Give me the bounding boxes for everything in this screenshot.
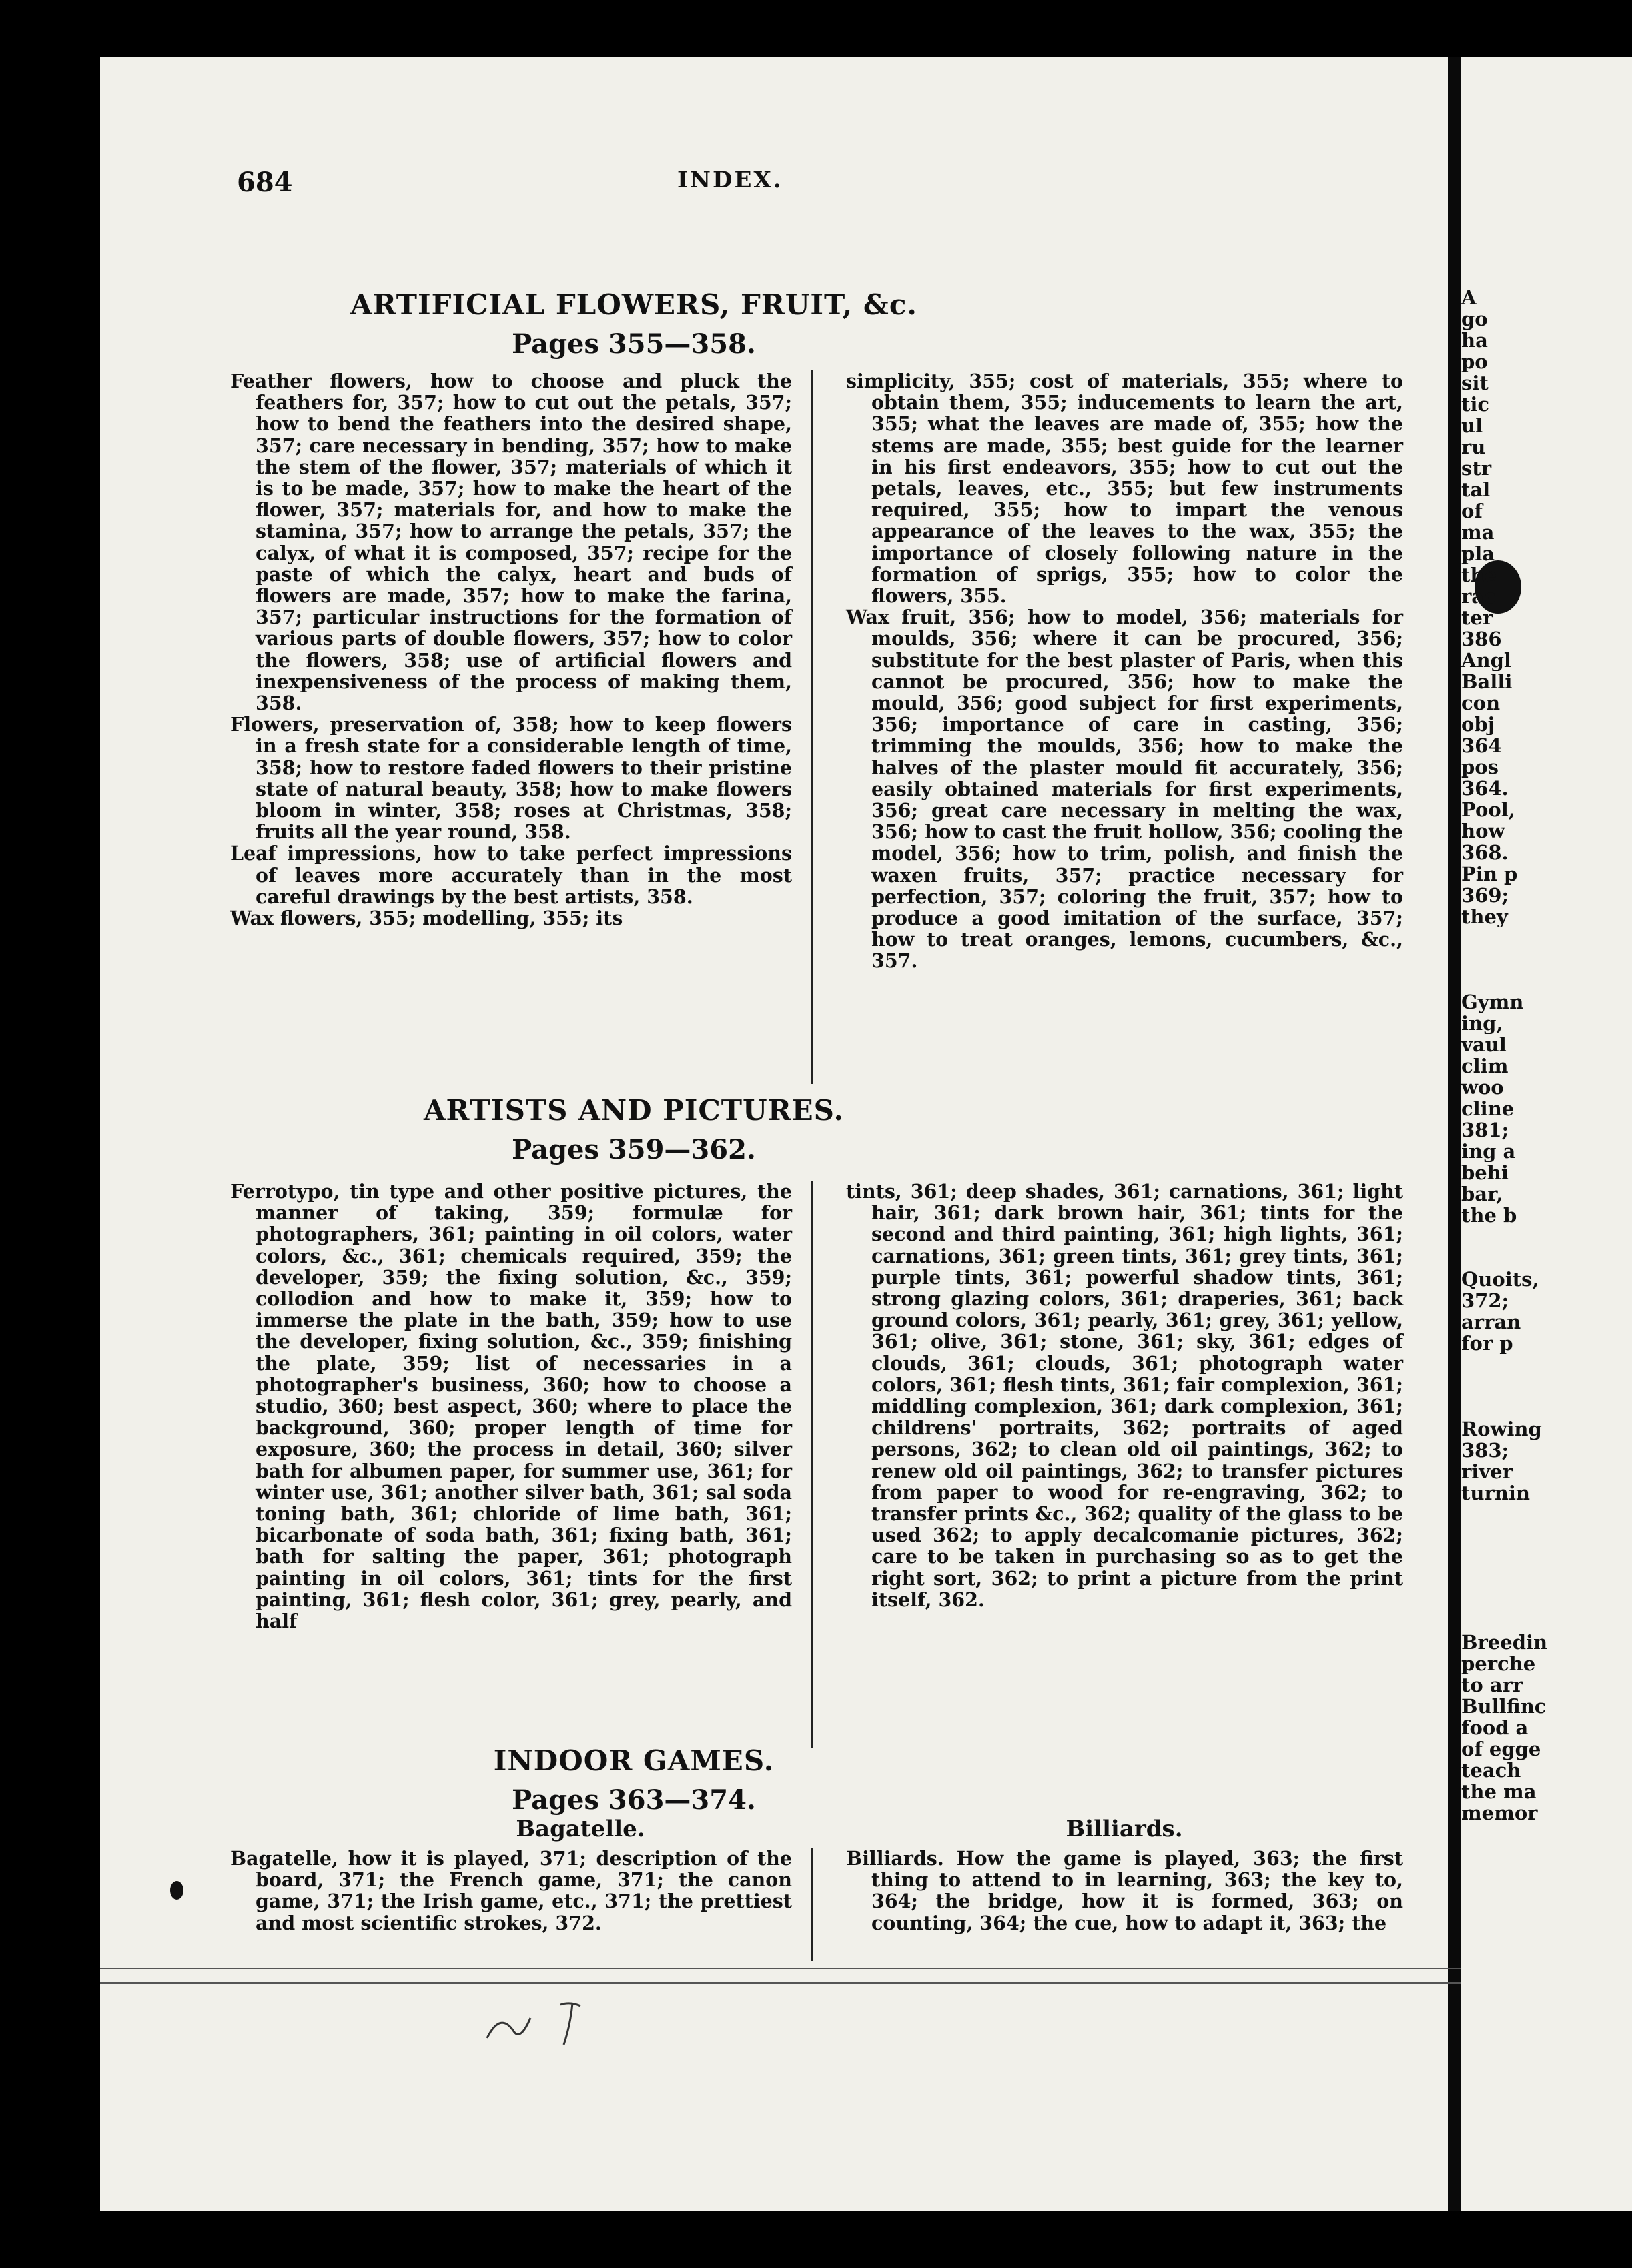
edge-line — [1461, 1504, 1632, 1525]
edge-line — [1461, 970, 1632, 991]
scan-rule-line — [100, 1982, 1461, 1984]
column-rule — [811, 1181, 813, 1748]
index-entry: Leaf impressions, how to take perfect impressions of leaves more accurately than in the most careful drawings by the best artists, 358. — [230, 842, 792, 908]
section-title-artificial-flowers: ARTIFICIAL FLOWERS, FRUIT, &c. — [350, 288, 918, 321]
edge-line: woo — [1461, 1077, 1504, 1098]
edge-line: ing, — [1461, 1013, 1503, 1034]
scan-rule-line — [100, 1968, 1461, 1969]
edge-line: bar, — [1461, 1183, 1503, 1205]
edge-line: str — [1461, 458, 1492, 479]
edge-line: how — [1461, 820, 1505, 842]
index-entry: tints, 361; deep shades, 361; carnations, 361; light hair, 361; dark brown hair, 361; tints for the second and third painting, 361; high lights, 361; carnations, 361; green tints, 361; grey tints, 361; purple tints, 361; powerful shadow tints, 361; strong glazing colors, 361; draperies, 361; back ground colors, 361; pearly, 361; grey, 361; yellow, 361; olive, 361; stone, 361; sky, 361; edges of clouds, 361; clouds, 361; photograph water colors, 361; flesh tints, 361; fair complexion, 361; middling complexion, 361; dark complexion, 361; childrens' portraits, 362; portraits of aged persons, 362; to clean old oil paintings, 362; to renew old oil paintings, 362; to transfer pictures from paper to wood for re-engraving, 362; to transfer prints &c., 362; quality of the glass to be used 362; to apply decalcomanie pictures, 362; care to be taken in purchasing so as to get the right sort, 362; to print a picture from the print itself, 362. — [846, 1180, 1403, 1611]
edge-line: 364 — [1461, 735, 1502, 756]
edge-line — [1461, 1589, 1632, 1610]
edge-line: tal — [1461, 479, 1491, 500]
column-left-artists-pictures — [230, 1181, 792, 1632]
section-pages-artists-pictures: Pages 359—362. — [512, 1134, 756, 1165]
edge-line — [1461, 1226, 1632, 1247]
adjacent-page-text — [1461, 287, 1632, 2021]
edge-line: 381; — [1461, 1119, 1509, 1141]
edge-line: perche — [1461, 1653, 1536, 1674]
edge-line — [1461, 1375, 1632, 1397]
edge-line: Pin p — [1461, 863, 1518, 885]
subheading-bagatelle: Bagatelle. — [516, 1816, 645, 1842]
edge-line: Balli — [1461, 671, 1513, 692]
edge-line: po — [1461, 351, 1488, 372]
ink-blot — [170, 1881, 183, 1900]
edge-line: turnin — [1461, 1482, 1530, 1504]
edge-line: 368. — [1461, 842, 1509, 863]
edge-line — [1461, 1525, 1632, 1546]
edge-line — [1461, 1397, 1632, 1418]
edge-line: tic — [1461, 394, 1490, 415]
page-number: 684 — [237, 167, 293, 198]
edge-line — [1461, 1546, 1632, 1568]
edge-line: Quoits, — [1461, 1269, 1539, 1290]
edge-line: ma — [1461, 522, 1495, 543]
section-pages-artificial-flowers: Pages 355—358. — [512, 328, 756, 360]
edge-line: ing a — [1461, 1141, 1516, 1162]
edge-line: obj — [1461, 714, 1495, 735]
edge-line: of — [1461, 500, 1483, 522]
pencil-mark — [480, 1991, 627, 2051]
edge-line: Angl — [1461, 650, 1511, 671]
edge-line: for p — [1461, 1333, 1513, 1354]
edge-line: the ma — [1461, 1781, 1537, 1802]
edge-line: A — [1461, 287, 1477, 308]
section-pages-indoor-games: Pages 363—374. — [512, 1784, 756, 1816]
section-title-artists-pictures: ARTISTS AND PICTURES. — [423, 1094, 845, 1127]
edge-line: to arr — [1461, 1674, 1523, 1696]
edge-line: behi — [1461, 1162, 1509, 1183]
column-right-indoor-games — [846, 1848, 1403, 1934]
subheading-billiards: Billiards. — [1066, 1816, 1183, 1842]
edge-line: 386 — [1461, 628, 1502, 650]
edge-line: Breedin — [1461, 1632, 1548, 1653]
edge-line: sit — [1461, 372, 1489, 394]
edge-line: rac — [1461, 586, 1496, 607]
edge-line — [1461, 949, 1632, 970]
edge-line: the b — [1461, 1205, 1517, 1226]
edge-line: the — [1461, 564, 1497, 586]
index-entry: Ferrotypo, tin type and other positive pictures, the manner of taking, 359; formulæ for photographers, 361; painting in oil colors, water colors, &c., 361; chemicals required, 359; the developer, 359; the fixing solution, &c., 359; collodion and how to make it, 359; how to immerse the plate in the bath, 359; how to use the developer, fixing solution, &c., 359; finishing the plate, 359; list of necessaries in a photographer's business, 360; how to choose a studio, 360; best aspect, 360; where to place the background, 360; proper length of time for exposure, 360; the process in detail, 360; silver bath for albumen paper, for summer use, 361; for winter use, 361; another silver bath, 361; sal soda toning bath, 361; chloride of lime bath, 361; bicarbonate of soda bath, 361; fixing bath, 361; bath for salting the paper, 361; photograph painting in oil colors, 361; tints for the first painting, 361; flesh color, 361; grey, pearly, and half — [230, 1180, 792, 1633]
edge-line: 372; — [1461, 1290, 1509, 1311]
edge-line — [1461, 1247, 1632, 1269]
column-rule — [811, 370, 813, 1084]
index-entry: Billiards. How the game is played, 363; the first thing to attend to in learning, 363; the key to, 364; the bridge, how it is formed, 363; on counting, 364; the cue, how to adapt it, 363; the — [846, 1847, 1403, 1934]
edge-line — [1461, 1568, 1632, 1589]
column-left-indoor-games — [230, 1848, 792, 1934]
edge-line: con — [1461, 692, 1501, 714]
column-rule — [811, 1848, 813, 1961]
edge-line: ul — [1461, 415, 1483, 436]
index-entry: simplicity, 355; cost of materials, 355; where to obtain them, 355; inducements to learn the art, 355; what the leaves are made of, 355; how the stems are made, 355; best guide for the learner in his first endeavors, 355; how to cut out the petals, leaves, etc., 355; but few instruments required, 355; how to impart the venous appearance of the leaves to the wax, 355; the importance of closely following nature in the formation of sprigs, 355; how to color the flowers, 355. — [846, 370, 1403, 608]
edge-line: they — [1461, 906, 1508, 927]
edge-line: Gymn — [1461, 991, 1524, 1013]
edge-line: 369; — [1461, 885, 1509, 906]
edge-line: Pool, — [1461, 799, 1515, 820]
edge-line: ru — [1461, 436, 1486, 458]
book-gutter — [1448, 57, 1461, 2211]
edge-line: clim — [1461, 1055, 1509, 1077]
edge-line: ha — [1461, 330, 1488, 351]
edge-line: pos — [1461, 756, 1499, 778]
edge-line: 364. — [1461, 778, 1509, 799]
index-entry: Feather flowers, how to choose and pluck the feathers for, 357; how to cut out the petals, 357; how to bend the feathers into the desired shape, 357; care necessary in bending, 357; how to make the stem of the flower, 357; materials of which it is to be made, 357; how to make the heart of the flower, 357; materials for, and how to make the stamina, 357; how to arrange the petals, 357; the calyx, of what it is composed, 357; recipe for the paste of which the calyx, heart and buds of flowers are made, 357; how to make the farina, 357; particular instructions for the formation of various parts of double flowers, 357; how to color the flowers, 358; use of artificial flowers and inexpensiveness of the process of making them, 358. — [230, 370, 792, 715]
edge-line: memor — [1461, 1802, 1538, 1824]
edge-line: teach — [1461, 1760, 1521, 1781]
edge-line: pla — [1461, 543, 1495, 564]
section-title-indoor-games: INDOOR GAMES. — [493, 1744, 775, 1777]
column-right-artificial-flowers — [846, 370, 1403, 972]
edge-line: Rowing — [1461, 1418, 1542, 1440]
index-entry: Flowers, preservation of, 358; how to keep flowers in a fresh state for a considerable length of time, 358; how to restore faded flowers to their pristine state of natural beauty, 358; how to make flowers bloom in winter, 358; roses at Christmas, 358; fruits all the year round, 358. — [230, 713, 792, 844]
edge-line: ter — [1461, 607, 1493, 628]
edge-line: 383; — [1461, 1440, 1509, 1461]
edge-line — [1461, 927, 1632, 949]
edge-line — [1461, 1354, 1632, 1375]
edge-line: vaul — [1461, 1034, 1507, 1055]
column-left-artificial-flowers — [230, 370, 792, 929]
index-entry: Wax fruit, 356; how to model, 356; materials for moulds, 356; where it can be procured, 356; substitute for the best plaster of Paris, when this cannot be procured, 356; how to make the mould, 356; good subject for first experiments, 356; importance of care in casting, 356; trimming the moulds, 356; how to make the halves of the plaster mould fit accurately, 356; easily obtained materials for first experiments, 356; great care necessary in melting the wax, 356; how to cast the fruit hollow, 356; cooling the model, 356; how to trim, polish, and finish the waxen fruits, 357; practice necessary for perfection, 357; coloring the fruit, 357; how to produce a good imitation of the surface, 357; how to treat oranges, lemons, cucumbers, &c., 357. — [846, 606, 1404, 973]
edge-line: arran — [1461, 1311, 1521, 1333]
edge-line: river — [1461, 1461, 1513, 1482]
running-head: INDEX. — [677, 167, 783, 193]
edge-line: of egge — [1461, 1738, 1541, 1760]
column-right-artists-pictures — [846, 1181, 1403, 1610]
edge-line: Bullfinc — [1461, 1696, 1547, 1717]
edge-line: food a — [1461, 1717, 1529, 1738]
edge-line — [1461, 1610, 1632, 1632]
index-entry: Wax flowers, 355; modelling, 355; its — [230, 907, 623, 930]
index-entry: Bagatelle, how it is played, 371; description of the board, 371; the French game, 371; the canon game, 371; the Irish game, etc., 371; the prettiest and most scientific strokes, 372. — [230, 1847, 792, 1934]
edge-line: go — [1461, 308, 1488, 330]
edge-line: cline — [1461, 1098, 1515, 1119]
